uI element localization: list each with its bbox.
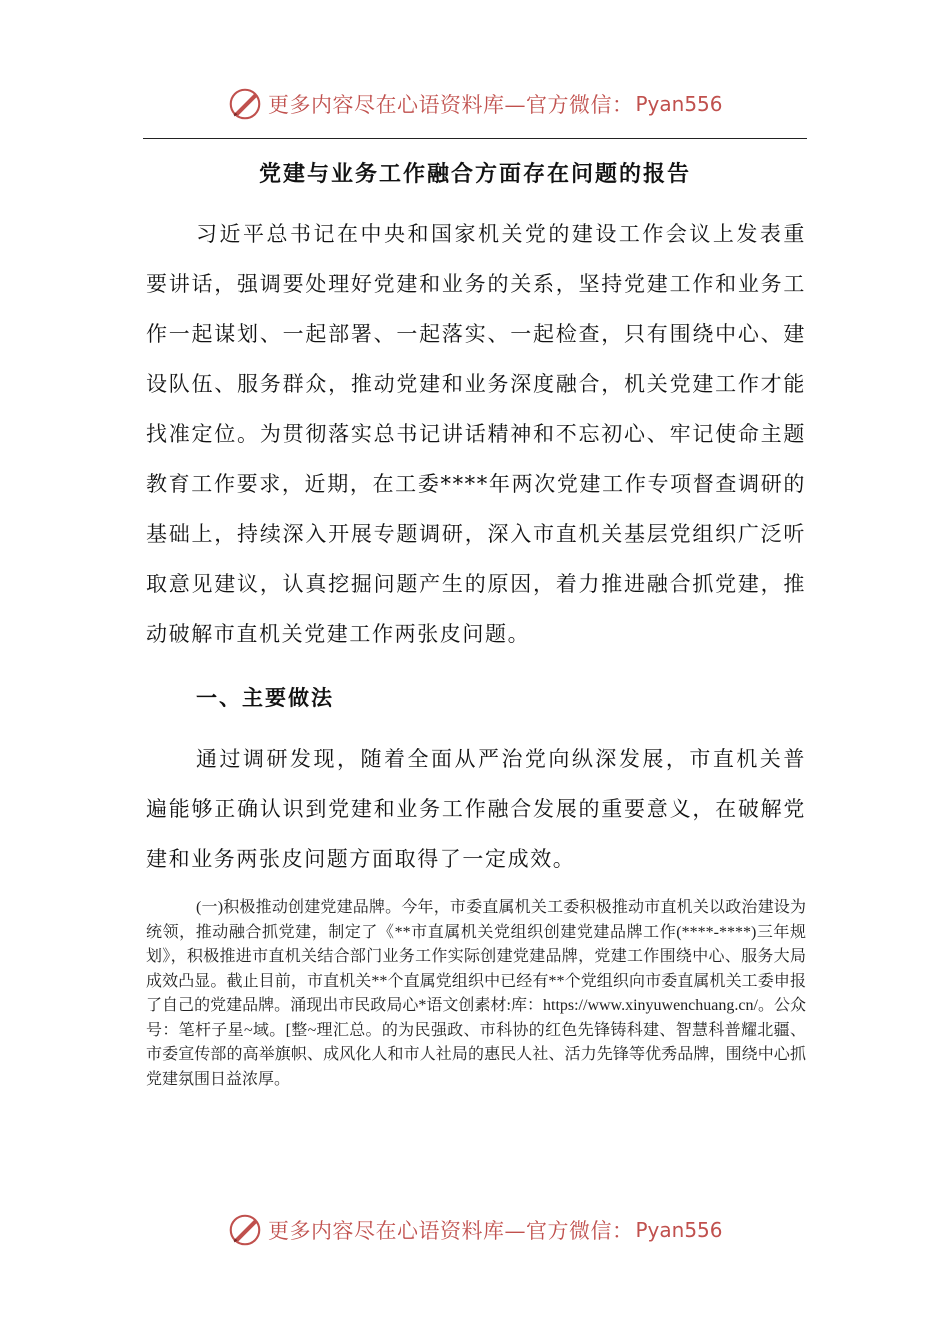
banner-text: 更多内容尽在心语资料库—官方微信：	[268, 93, 634, 117]
header-divider	[143, 138, 807, 139]
body-paragraph: 通过调研发现，随着全面从严治党向纵深发展，市直机关普遍能够正确认识到党建和业务工作融合发展的重要意义，在破解党建和业务两张皮问题方面取得了一定成效。	[146, 747, 806, 871]
footer-banner	[226, 1208, 723, 1252]
body-paragraph-small: (一)积极推动创建党建品牌。今年，市委直属机关工委积极推动市直机关以政治建设为统领，推动融合抓党建，制定了《**市直属机关党组织创建党建品牌工作(****-****)三年规划》，积极推进市直机关结合部门业务工作实际创建党建品牌，党建工作围绕中心、服务大局成效凸显。截止目前，市直机关**个直属党组织中已经有**个党组织向市委直属机关工委申报了自己的党建品牌。涌现出市民政局心*语文创素材:库：https://www.xinyuwenchuang.cn/。公众号：笔杆子星~域。[整~理汇总。的为民强政、市科协的红色先锋铸科建、智慧科普耀北疆、市委宣传部的高举旗帜、成风化人和市人社局的惠民人社、活力先锋等优秀品牌，围绕中心抓党建氛围日益浓厚。	[146, 899, 806, 1088]
intro-paragraph: 习近平总书记在中央和国家机关党的建设工作会议上发表重要讲话，强调要处理好党建和业务的关系，坚持党建工作和业务工作一起谋划、一起部署、一起落实、一起检查，只有围绕中心、建设队伍、服务群众，推动党建和业务深度融合，机关党建工作才能找准定位。为贯彻落实总书记讲话精神和不忘初心、牢记使命主题教育工作要求，近期，在工委****年两次党建工作专项督查调研的基础上，持续深入开展专题调研，深入市直机关基层党组织广泛听取意见建议，认真挖掘问题产生的原因，着力推进融合抓党建，推动破解市直机关党建工作两张皮问题。	[146, 222, 806, 646]
header-banner	[226, 82, 723, 126]
pen-logo-icon	[226, 85, 264, 123]
pen-logo-icon	[226, 1211, 264, 1249]
banner-text: 更多内容尽在心语资料库—官方微信：	[268, 1219, 634, 1243]
banner-wechat-handle: Pyan556	[635, 1218, 723, 1242]
document-title: 党建与业务工作融合方面存在问题的报告	[258, 161, 691, 187]
banner-wechat-handle: Pyan556	[635, 92, 723, 116]
section-heading: 一、主要做法	[196, 686, 334, 710]
